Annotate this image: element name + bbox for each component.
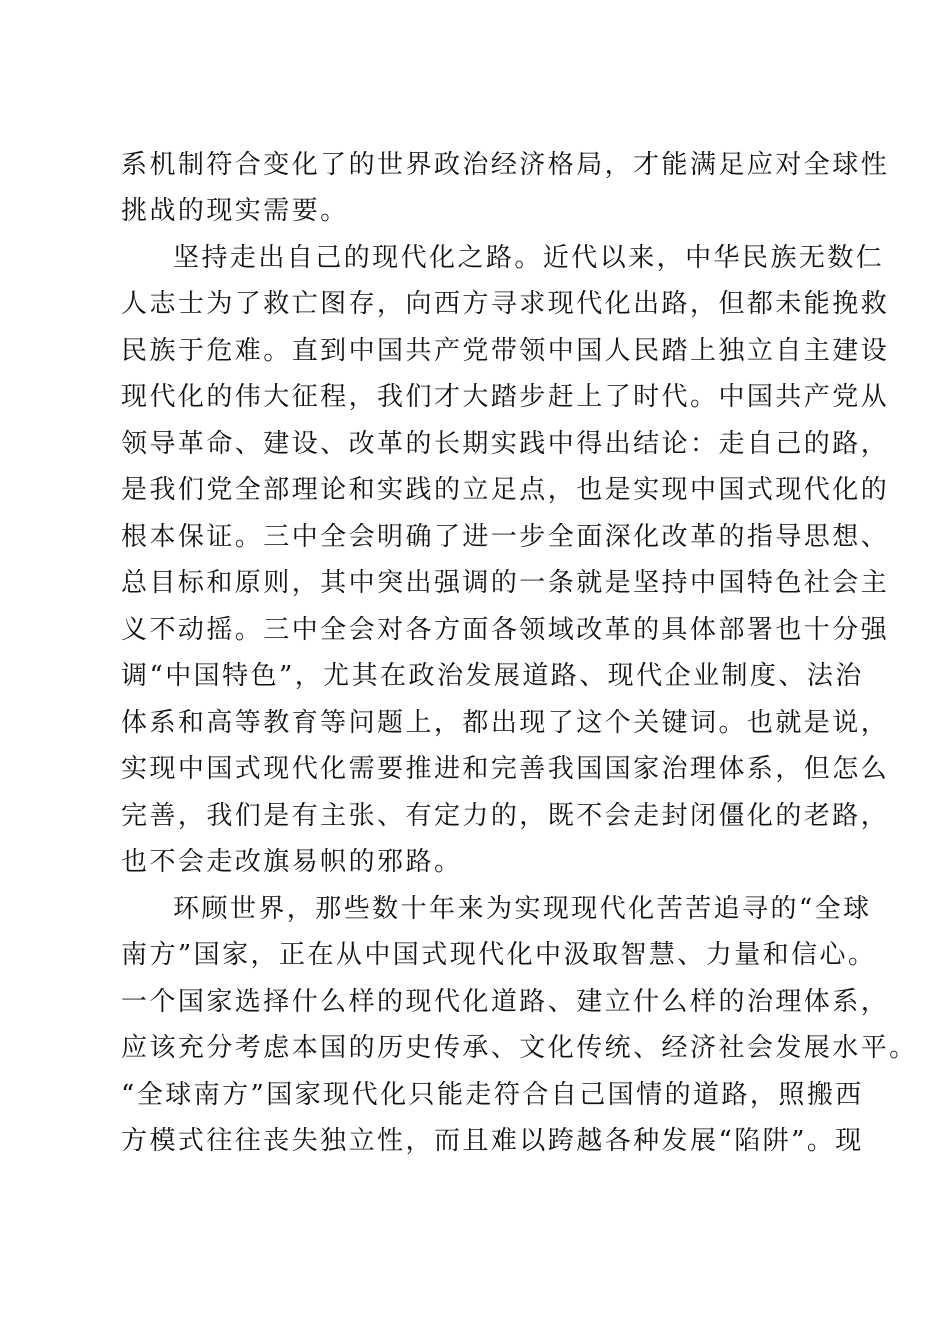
paragraph-2-line-14: 也不会走改旗易帜的邪路。 bbox=[121, 847, 463, 877]
paragraph-2-line-11: 体系和高等教育等问题上，都出现了这个关键词。也就是说， bbox=[121, 708, 890, 738]
paragraph-2-line-3: 民族于危难。直到中国共产党带领中国人民踏上独立自主建设 bbox=[121, 336, 890, 366]
paragraph-2-line-12: 实现中国式现代化需要推进和完善我国国家治理体系，但怎么 bbox=[121, 754, 890, 784]
paragraph-2-line-8: 总目标和原则，其中突出强调的一条就是坚持中国特色社会主 bbox=[121, 568, 890, 598]
paragraph-1-line-2: 挑战的现实需要。 bbox=[121, 196, 349, 226]
paragraph-2-line-9: 义不动摇。三中全会对各方面各领域改革的具体部署也十分强 bbox=[121, 615, 890, 645]
paragraph-2-line-1: 坚持走出自己的现代化之路。近代以来，中华民族无数仁 bbox=[173, 243, 885, 273]
paragraph-3-line-4: 应该充分考虑本国的历史传承、文化传统、经济社会发展水平。 bbox=[121, 1033, 918, 1063]
paragraph-2-line-6: 是我们党全部理论和实践的立足点，也是实现中国式现代化的 bbox=[121, 475, 890, 505]
paragraph-2-line-5: 领导革命、建设、改革的长期实践中得出结论：走自己的路， bbox=[121, 429, 890, 459]
paragraph-3-line-2: 南方”国家，正在从中国式现代化中汲取智慧、力量和信心。 bbox=[121, 940, 877, 970]
paragraph-2-line-10: 调“中国特色”，尤其在政治发展道路、现代企业制度、法治 bbox=[121, 661, 864, 691]
paragraph-1-line-1: 系机制符合变化了的世界政治经济格局，才能满足应对全球性 bbox=[121, 150, 890, 180]
paragraph-2-line-2: 人志士为了救亡图存，向西方寻求现代化出路，但都未能挽救 bbox=[121, 289, 890, 319]
paragraph-3-line-6: 方模式往往丧失独立性，而且难以跨越各种发展“陷阱”。现 bbox=[121, 1126, 864, 1156]
paragraph-3-line-5: “全球南方”国家现代化只能走符合自己国情的道路，照搬西 bbox=[121, 1080, 864, 1110]
paragraph-2-line-4: 现代化的伟大征程，我们才大踏步赶上了时代。中国共产党从 bbox=[121, 382, 890, 412]
paragraph-2-line-13: 完善，我们是有主张、有定力的，既不会走封闭僵化的老路， bbox=[121, 801, 890, 831]
paragraph-3-line-1: 环顾世界，那些数十年来为实现现代化苦苦追寻的“全球 bbox=[173, 894, 872, 924]
paragraph-2-line-7: 根本保证。三中全会明确了进一步全面深化改革的指导思想、 bbox=[121, 522, 890, 552]
paragraph-3-line-3: 一个国家选择什么样的现代化道路、建立什么样的治理体系， bbox=[121, 987, 890, 1017]
